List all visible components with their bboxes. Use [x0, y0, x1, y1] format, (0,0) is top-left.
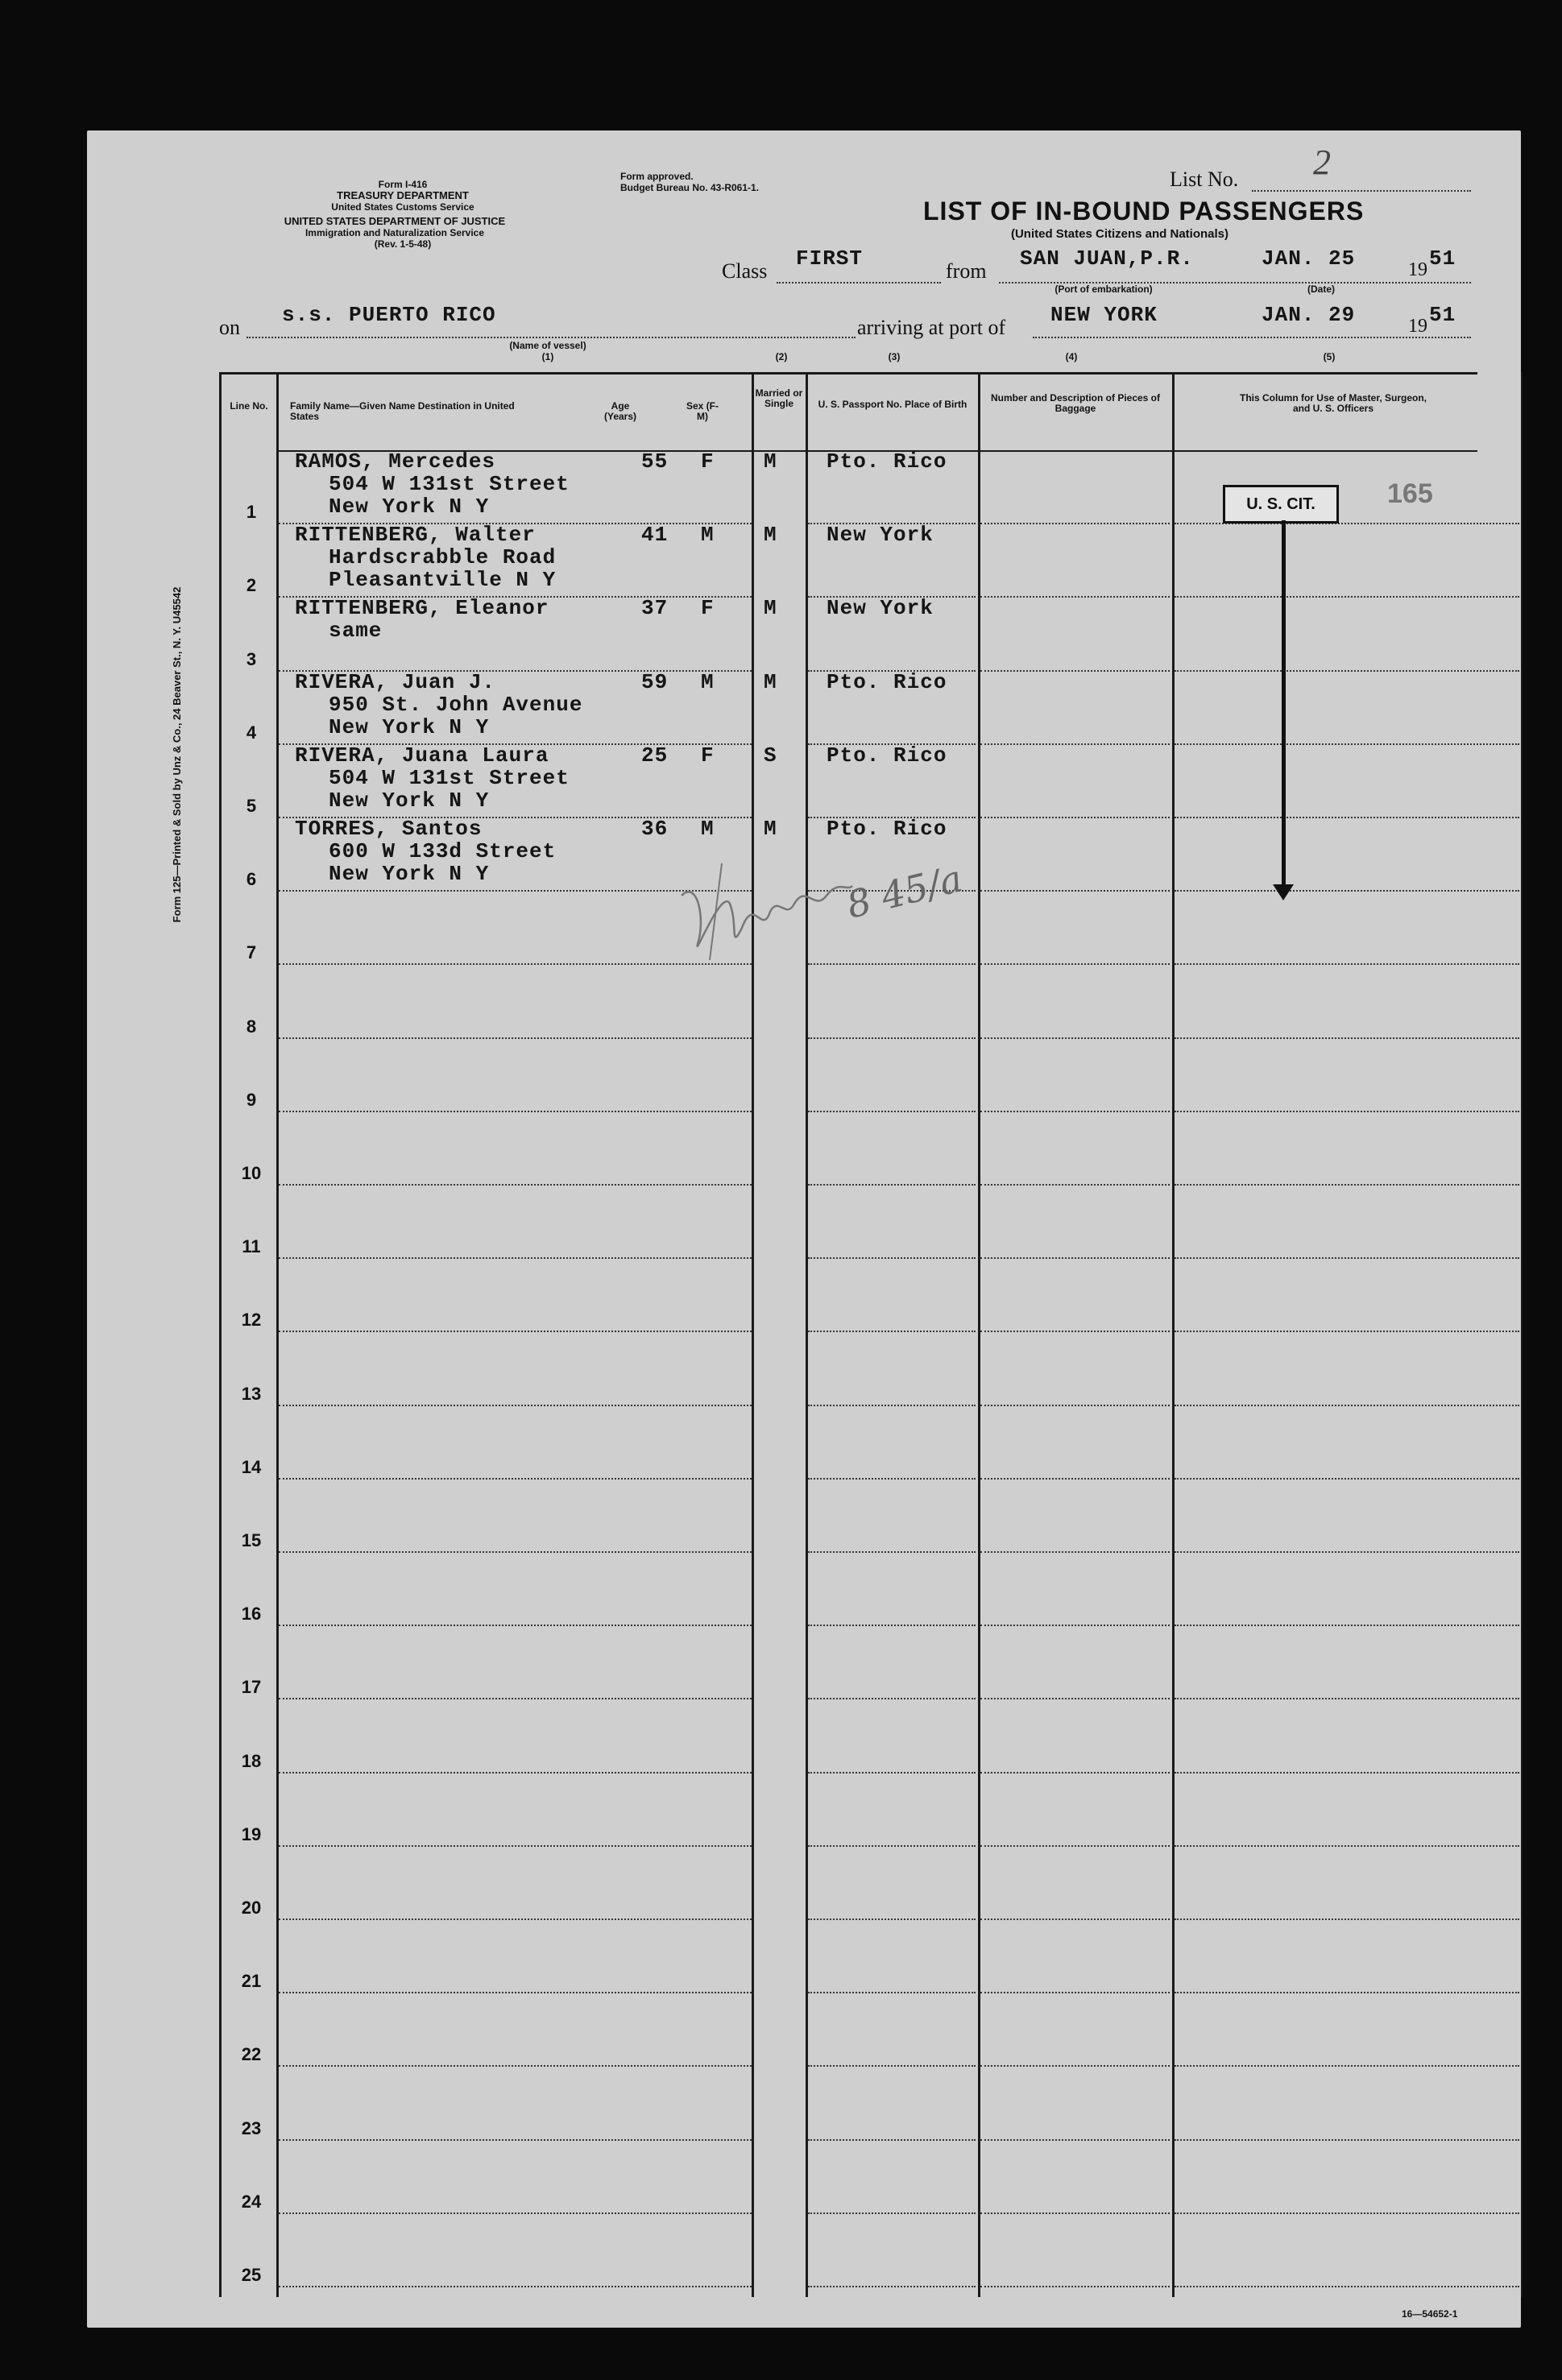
vessel-col: (1)	[541, 351, 554, 362]
col-header-officers: This Column for Use of Master, Surgeon, and U. S. Officers	[1239, 392, 1427, 414]
form-revision: (Rev. 1-5-48)	[374, 238, 432, 250]
passenger-name: TORRES, Santos	[295, 817, 483, 841]
row-rule	[808, 2065, 976, 2067]
class-value: FIRST	[796, 246, 864, 271]
passenger-name: RIVERA, Juana Laura	[295, 743, 549, 768]
passenger-name: RIVERA, Juan J.	[295, 669, 496, 694]
passenger-marital-status: M	[764, 449, 777, 474]
row-rule	[1175, 2139, 1519, 2141]
row-rule	[279, 2065, 752, 2067]
passenger-birthplace: New York	[827, 596, 934, 621]
passenger-birthplace: Pto. Rico	[827, 449, 947, 474]
row-rule	[980, 2212, 1170, 2214]
line-number: 23	[241, 2117, 262, 2138]
row-rule	[808, 1405, 976, 1406]
arrival-port: NEW YORK	[1050, 303, 1158, 327]
row-rule	[980, 890, 1170, 892]
row-rule	[279, 1331, 752, 1332]
row-rule	[980, 1625, 1170, 1626]
passenger-marital-status: M	[764, 817, 777, 841]
row-rule	[1175, 1037, 1519, 1039]
row-rule	[279, 1257, 752, 1259]
line-number: 9	[246, 1089, 257, 1110]
line-number: 19	[241, 1823, 262, 1844]
row-rule	[279, 1698, 752, 1699]
passenger-address-line2: New York N Y	[329, 862, 490, 886]
row-rule	[279, 2212, 752, 2214]
handwritten-note: 8 45/a	[842, 856, 967, 927]
vessel-name: s.s. PUERTO RICO	[282, 303, 496, 327]
line-number: 13	[241, 1383, 262, 1404]
row-rule	[980, 1037, 1170, 1039]
col-header-age: Age (Years)	[603, 400, 637, 422]
row-rule	[808, 1111, 976, 1112]
departure-year: 51	[1429, 246, 1456, 271]
passenger-sex: M	[701, 669, 715, 694]
row-rule	[980, 817, 1170, 818]
row-rule	[808, 2286, 976, 2287]
row-rule	[980, 963, 1170, 965]
col4-number: (4)	[1065, 351, 1078, 362]
row-rule	[980, 2286, 1170, 2287]
passenger-address-line1: 950 St. John Avenue	[329, 692, 583, 717]
row-rule	[808, 1845, 976, 1847]
passenger-sex: F	[701, 743, 715, 768]
row-rule	[279, 1918, 752, 1920]
row-rule	[279, 2139, 752, 2141]
row-rule	[980, 743, 1170, 745]
line-number: 20	[241, 1898, 262, 1918]
passenger-age: 41	[641, 523, 669, 548]
row-rule	[980, 1551, 1170, 1553]
col-header-name: Family Name—Given Name Destination in United States	[290, 400, 515, 422]
stamp-number: 165	[1387, 478, 1433, 509]
passenger-marital-status: M	[764, 669, 777, 694]
row-rule	[279, 1551, 752, 1553]
row-rule	[980, 1918, 1170, 1920]
passenger-marital-status: M	[764, 523, 777, 548]
class-label: Class	[722, 259, 768, 283]
row-rule	[808, 1184, 976, 1186]
arrival-date: JAN. 29	[1262, 303, 1356, 327]
passenger-address-line1: 504 W 131st Street	[329, 472, 570, 496]
row-rule	[980, 1405, 1170, 1406]
row-rule	[1175, 1918, 1519, 1920]
row-rule	[1175, 890, 1519, 892]
row-rule	[808, 2139, 976, 2141]
line-number: 8	[246, 1016, 257, 1037]
line-number: 12	[241, 1310, 262, 1331]
row-rule	[279, 1405, 752, 1406]
passenger-birthplace: Pto. Rico	[827, 669, 947, 694]
side-imprint: Form 125—Printed & Sold by Unz & Co., 24 Beaver St., N. Y. U45542	[171, 586, 183, 923]
row-rule	[279, 1111, 752, 1112]
row-rule	[980, 670, 1170, 672]
row-rule	[808, 1625, 976, 1626]
col2-number: (2)	[775, 351, 788, 362]
passenger-address-line2: New York N Y	[329, 495, 490, 519]
line-number: 14	[241, 1456, 262, 1477]
line-number: 21	[241, 1971, 262, 1992]
line-number: 6	[246, 869, 257, 890]
budget-bureau: Budget Bureau No. 43-R061-1.	[620, 182, 760, 193]
row-rule	[1175, 1478, 1519, 1480]
us-citizen-stamp: U. S. CIT.	[1223, 485, 1339, 524]
passenger-sex: M	[701, 523, 715, 548]
row-rule	[279, 1478, 752, 1480]
row-rule	[808, 1331, 976, 1332]
row-rule	[1175, 2212, 1519, 2214]
row-rule	[1175, 1772, 1519, 1774]
stamp-arrow	[1282, 520, 1286, 891]
passenger-name: RITTENBERG, Walter	[295, 523, 536, 548]
row-rule	[980, 1184, 1170, 1186]
line-number: 25	[241, 2265, 262, 2285]
row-rule	[980, 1478, 1170, 1480]
passenger-age: 25	[641, 743, 669, 768]
line-number: 10	[241, 1163, 262, 1183]
justice-department: UNITED STATES DEPARTMENT OF JUSTICE	[284, 215, 506, 227]
date-label: (Date)	[1307, 284, 1335, 295]
col-header-married: Married or Single	[755, 387, 803, 409]
embarkation-port: SAN JUAN,P.R.	[1020, 246, 1194, 271]
line-number: 2	[246, 575, 257, 596]
list-no-value: 2	[1313, 143, 1331, 182]
table-top-rule	[219, 372, 1477, 375]
passenger-name: RITTENBERG, Eleanor	[295, 596, 549, 621]
row-rule	[808, 1257, 976, 1259]
row-rule	[1175, 1625, 1519, 1626]
row-rule	[1175, 1992, 1519, 1993]
passenger-age: 59	[641, 669, 669, 694]
row-rule	[808, 1772, 976, 1774]
row-rule	[279, 1037, 752, 1039]
line-number: 5	[246, 796, 257, 816]
passenger-marital-status: M	[764, 596, 777, 621]
line-number: 15	[241, 1530, 262, 1550]
passenger-address-line1: Hardscrabble Road	[329, 545, 557, 570]
row-rule	[1175, 1111, 1519, 1112]
col-header-baggage: Number and Description of Pieces of Baggage	[990, 392, 1161, 414]
row-rule	[808, 1698, 976, 1699]
port-embark-label: (Port of embarkation)	[1054, 284, 1153, 295]
passenger-age: 37	[641, 596, 669, 621]
row-rule	[1175, 963, 1519, 965]
passenger-address-line2: Pleasantville N Y	[329, 568, 557, 593]
row-rule	[279, 1625, 752, 1626]
line-number: 24	[241, 2191, 262, 2212]
form-approved: Form approved.	[620, 171, 694, 182]
line-number: 22	[241, 2044, 262, 2065]
line-number: 17	[241, 1677, 262, 1698]
row-rule	[1175, 1845, 1519, 1847]
row-rule	[1175, 2065, 1519, 2067]
passenger-age: 55	[641, 449, 669, 474]
line-number: 11	[242, 1236, 261, 1257]
col-header-passport: U. S. Passport No. Place of Birth	[818, 399, 967, 410]
vessel-label: (Name of vessel)	[509, 340, 586, 351]
row-rule	[1175, 596, 1519, 598]
stamp-arrow-head	[1273, 884, 1294, 900]
row-rule	[1175, 743, 1519, 745]
col-header-line-no: Line No.	[230, 400, 268, 412]
passenger-name: RAMOS, Mercedes	[295, 449, 496, 474]
page-subtitle: (United States Citizens and Nationals)	[1010, 227, 1229, 241]
immigration-service: Immigration and Naturalization Service	[305, 227, 485, 238]
page-title: LIST OF IN-BOUND PASSENGERS	[923, 197, 1365, 226]
col3-number: (3)	[888, 351, 901, 362]
passenger-address-line2: New York N Y	[329, 714, 490, 739]
row-rule	[1175, 1405, 1519, 1406]
row-rule	[279, 1772, 752, 1774]
row-rule	[279, 1184, 752, 1186]
row-rule	[808, 1992, 976, 1993]
passenger-sex: M	[701, 817, 715, 841]
row-rule	[980, 1257, 1170, 1259]
row-rule	[980, 1772, 1170, 1774]
line-number: 4	[246, 722, 257, 743]
passenger-birthplace: New York	[827, 523, 934, 548]
row-rule	[1175, 670, 1519, 672]
passenger-address-line1: 504 W 131st Street	[329, 765, 570, 790]
row-rule	[1175, 1257, 1519, 1259]
row-rule	[1175, 2286, 1519, 2287]
row-rule	[808, 1037, 976, 1039]
line-number: 16	[241, 1604, 262, 1625]
row-rule	[1175, 1184, 1519, 1186]
row-rule	[279, 1992, 752, 1993]
row-rule	[808, 1551, 976, 1553]
row-rule	[980, 1111, 1170, 1112]
row-rule	[980, 523, 1170, 524]
col5-number: (5)	[1323, 351, 1336, 362]
row-rule	[1175, 1331, 1519, 1332]
arrival-year: 51	[1429, 303, 1456, 327]
row-rule	[1175, 817, 1519, 818]
line-number: 7	[246, 942, 257, 963]
line-number: 3	[246, 648, 257, 669]
list-no-label: List No.	[1170, 168, 1239, 191]
row-rule	[1175, 1698, 1519, 1699]
row-rule	[980, 1992, 1170, 1993]
row-rule	[808, 2212, 976, 2214]
passenger-birthplace: Pto. Rico	[827, 817, 947, 841]
form-number: Form I-416	[378, 179, 428, 190]
row-rule	[808, 1918, 976, 1920]
row-rule	[279, 2286, 752, 2287]
passenger-marital-status: S	[764, 743, 777, 768]
line-number: 1	[246, 502, 257, 523]
row-rule	[980, 2139, 1170, 2141]
treasury-department: TREASURY DEPARTMENT	[337, 189, 469, 201]
on-label: on	[219, 316, 240, 339]
passenger-sex: F	[701, 596, 715, 621]
row-rule	[980, 1845, 1170, 1847]
arrival-year-prefix: 19	[1408, 316, 1427, 337]
passenger-address-line1: 600 W 133d Street	[329, 839, 557, 863]
row-rule	[980, 596, 1170, 598]
row-rule	[980, 1331, 1170, 1332]
customs-service: United States Customs Service	[331, 201, 474, 213]
handwritten-signature	[673, 847, 859, 968]
departure-year-prefix: 19	[1408, 259, 1427, 280]
from-label: from	[946, 259, 987, 283]
passenger-address-line1: same	[329, 619, 383, 644]
row-rule	[808, 1478, 976, 1480]
row-rule	[1175, 1551, 1519, 1553]
departure-date: JAN. 25	[1262, 246, 1356, 271]
passenger-address-line2: New York N Y	[329, 788, 490, 813]
row-rule	[980, 2065, 1170, 2067]
passenger-age: 36	[641, 817, 669, 841]
footer-code: 16—54652-1	[1402, 2308, 1458, 2320]
row-rule	[279, 1845, 752, 1847]
passenger-sex: F	[701, 449, 715, 474]
row-rule	[980, 1698, 1170, 1699]
passenger-birthplace: Pto. Rico	[827, 743, 947, 768]
col-header-sex: Sex (F-M)	[686, 400, 719, 422]
line-number: 18	[241, 1750, 262, 1771]
arriving-label: arriving at port of	[857, 316, 1006, 339]
